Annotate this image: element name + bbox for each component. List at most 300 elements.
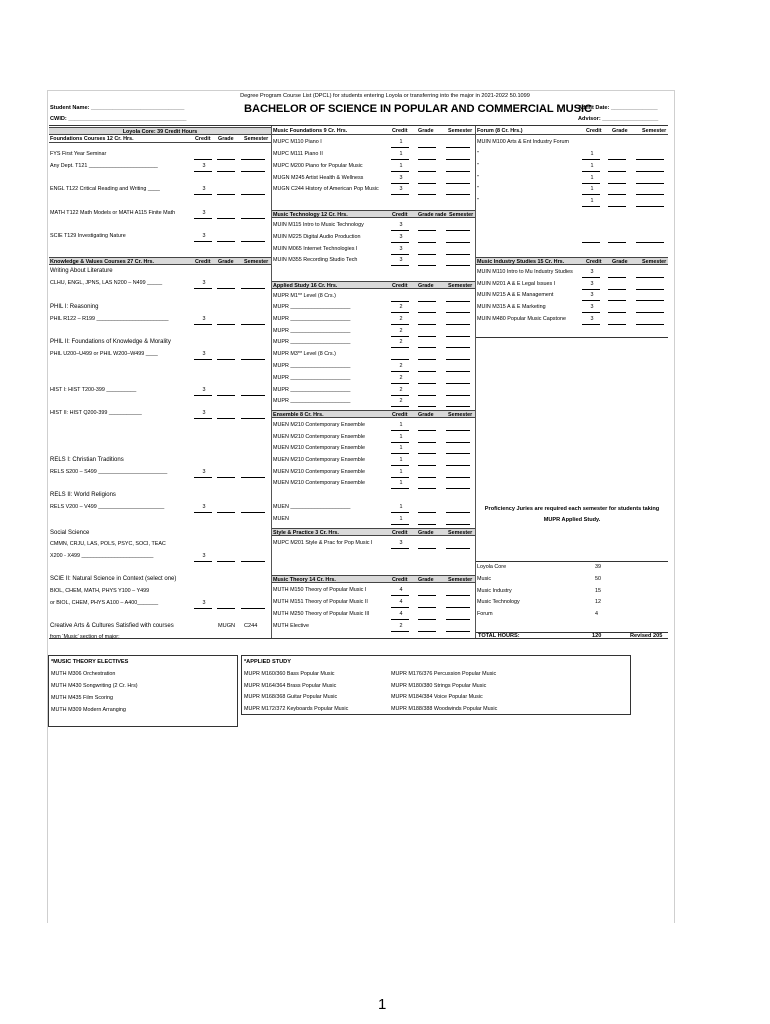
grade-line (217, 288, 235, 289)
course-credit: 3 (202, 410, 206, 416)
credit-line (391, 631, 409, 632)
semester-line (446, 336, 470, 337)
col-semester: Semester (448, 530, 473, 536)
course-text: MUPR M3** Level (8 Crs.) (273, 351, 336, 357)
course-text: MUTH M150 Theory of Popular Music I (273, 587, 367, 593)
summary-label: Music Technology (477, 599, 520, 605)
grade-line (418, 159, 436, 160)
col-grade: Grade (418, 412, 434, 418)
credit-line (391, 477, 409, 478)
theory-electives-box (48, 655, 238, 727)
course-credit: 3 (202, 210, 206, 216)
course-text: MUEN M210 Contemporary Ensemble (273, 445, 365, 451)
credit-line (391, 512, 409, 513)
grade-line (217, 194, 235, 195)
grade-line (418, 183, 436, 184)
elective-item: MUTH M435 Film Scoring (51, 695, 114, 701)
course-text: ENGL T122 Critical Reading and Writing ____ (50, 186, 160, 192)
credit-line (391, 619, 409, 620)
semester-line (446, 183, 470, 184)
course-credit: 3 (202, 553, 206, 559)
style-header-row (272, 528, 475, 536)
semester-line (446, 359, 470, 360)
applied-item: MUPR M180/380 Strings Popular Music (391, 682, 487, 689)
credit-line (391, 548, 409, 549)
credit-line (582, 194, 600, 195)
credit-line (391, 465, 409, 466)
summary-value: 4 (595, 611, 598, 617)
credit-line (194, 608, 212, 609)
credit-line (194, 512, 212, 513)
course-credit: 3 (399, 257, 403, 263)
semester-line (446, 383, 470, 384)
course-text: MUIN M201 A & E Legal Issues I (477, 281, 556, 287)
credit-line (391, 359, 409, 360)
course-text: MUPR ____________________ (273, 328, 351, 334)
page-title: BACHELOR OF SCIENCE IN POPULAR AND COMMERCIAL MUSIC (244, 103, 592, 115)
revised-label: Revised 205 (630, 633, 663, 639)
grade-line (608, 324, 626, 325)
semester-line (636, 206, 664, 207)
summary-value: 50 (595, 576, 601, 582)
col-semester: Semester (448, 412, 473, 418)
grade-line (418, 395, 436, 396)
grade-line (217, 171, 235, 172)
semester-line (241, 561, 265, 562)
semester-line (241, 512, 265, 513)
col-credit: Credit (195, 259, 211, 265)
course-text: PHIL R122 – R199 ________________________ (50, 316, 169, 322)
summary-label: Music (477, 576, 492, 582)
forum-extra-line (636, 242, 664, 243)
proficiency-note: Proficiency Juries are required each semester for students taking MUPR Applied Study. (484, 506, 660, 523)
course-credit: 3 (399, 540, 403, 546)
credit-line (391, 312, 409, 313)
course-text: from ‘Music’ section of major: (50, 634, 120, 640)
summary-label: Music Industry (477, 588, 512, 594)
course-credit: 3 (590, 281, 594, 287)
course-text: Writing About Literature (50, 268, 113, 274)
semester-line (446, 453, 470, 454)
col-credit: Credit (586, 128, 602, 134)
semester-line (446, 324, 470, 325)
course-credit: 1 (399, 469, 403, 475)
course-credit: 1 (399, 139, 403, 145)
credit-line (194, 324, 212, 325)
course-text: " (477, 163, 479, 169)
course-text: MATH T122 Math Models or MATH A115 Finite Math (50, 210, 176, 216)
grade-line (418, 147, 436, 148)
course-text: PHIL I: Reasoning (50, 304, 99, 310)
applied-header-row (272, 281, 475, 289)
course-text: MUIN M225 Digital Audio Production (273, 234, 361, 240)
industry-header-row (476, 257, 668, 265)
applied-item: MUPR M168/368 Guitar Popular Music (244, 694, 338, 700)
course-text: MUPC M110 Piano I (273, 139, 322, 145)
course-credit: 1 (399, 457, 403, 463)
elective-item: MUTH M430 Songwriting (2 Cr. Hrs) (51, 683, 138, 689)
grade-line (217, 359, 235, 360)
credit-line (391, 488, 409, 489)
course-text: MUIN M115 Intro to Music Technology (273, 222, 364, 228)
course-credit: 3 (202, 163, 206, 169)
semester-line (446, 301, 470, 302)
semester-line (241, 359, 265, 360)
grade-line (418, 171, 436, 172)
course-credit: 3 (202, 600, 206, 606)
course-credit: 1 (399, 434, 403, 440)
course-credit: 3 (202, 280, 206, 286)
course-credit: 2 (399, 398, 403, 404)
grade-line (418, 230, 436, 231)
grade-line (418, 347, 436, 348)
semester-line (446, 595, 470, 596)
credit-line (194, 288, 212, 289)
col-semester: Semester (642, 128, 667, 134)
total-hours-label: TOTAL HOURS: (478, 633, 520, 639)
total-hours-value: 120 (592, 633, 602, 639)
grade-line (418, 312, 436, 313)
semester-line (636, 159, 664, 160)
grade-line (418, 477, 436, 478)
grade-line (217, 324, 235, 325)
credit-line (391, 242, 409, 243)
col-credit: Credit (392, 412, 408, 418)
mugn-label: MUGN (218, 623, 236, 629)
credit-line (194, 395, 212, 396)
course-text: or BIOL, CHEM, PHYS A100 – A400_______ (50, 600, 159, 606)
course-text: Social Science (50, 530, 90, 536)
grade-line (608, 300, 626, 301)
course-credit: 3 (590, 269, 594, 275)
credit-line (194, 418, 212, 419)
grade-line (418, 371, 436, 372)
course-text: MUIN M110 Intro to Mu Industry Studies (477, 269, 573, 275)
industry-bottom-rule (476, 337, 668, 338)
kv-header-row (49, 257, 271, 265)
credit-line (391, 265, 409, 266)
credit-line (391, 301, 409, 302)
course-credit: 3 (202, 387, 206, 393)
course-credit: 1 (399, 516, 403, 522)
course-credit: 1 (399, 163, 403, 169)
col-credit: Credit (392, 577, 408, 583)
course-text: MUIN M065 Internet Technologies I (273, 246, 358, 252)
course-credit: 3 (399, 175, 403, 181)
semester-line (446, 347, 470, 348)
credit-line (391, 347, 409, 348)
course-text: MUTH M250 Theory of Popular Music III (273, 611, 370, 617)
course-text: MUIN M315 A & E Marketing (477, 304, 546, 310)
grade-line (418, 619, 436, 620)
semester-line (446, 619, 470, 620)
course-text: MUPR ____________________ (273, 363, 351, 369)
summary-value: 15 (595, 588, 601, 594)
elective-item: MUTH M309 Modern Arranging (51, 707, 126, 713)
credit-line (194, 241, 212, 242)
course-credit: 3 (399, 186, 403, 192)
credit-line (582, 300, 600, 301)
grade-line (418, 607, 436, 608)
credit-line (391, 595, 409, 596)
student-name-label: Student Name: ______________________________ (50, 105, 185, 111)
semester-line (241, 395, 265, 396)
course-text: MUPC M201 Style & Prac for Pop Music I (273, 540, 373, 546)
semester-line (446, 477, 470, 478)
credit-line (582, 277, 600, 278)
credit-line (194, 171, 212, 172)
credit-line (391, 194, 409, 195)
course-credit: 1 (590, 198, 594, 204)
course-text: RELS I: Christian Traditions (50, 457, 124, 463)
semester-line (446, 488, 470, 489)
semester-line (241, 194, 265, 195)
course-credit: 1 (590, 163, 594, 169)
course-text: MUEN M210 Contemporary Ensemble (273, 422, 365, 428)
course-credit: 1 (399, 151, 403, 157)
credit-line (391, 171, 409, 172)
grade-line (608, 159, 626, 160)
semester-line (636, 277, 664, 278)
course-credit: 2 (399, 623, 403, 629)
course-text: HIST II: HIST Q200-399 ___________ (50, 410, 142, 416)
semester-line (241, 324, 265, 325)
semester-line (446, 465, 470, 466)
grade-line (608, 312, 626, 313)
course-credit: 1 (590, 175, 594, 181)
course-credit: 1 (399, 445, 403, 451)
credit-line (582, 171, 600, 172)
course-text: MUPC M200 Piano for Popular Music (273, 163, 363, 169)
grade-line (418, 548, 436, 549)
grade-line (608, 194, 626, 195)
course-credit: 3 (202, 469, 206, 475)
credit-line (194, 359, 212, 360)
elective-item: MUTH M306 Orchestration (51, 671, 116, 677)
course-text: MUPR ____________________ (273, 398, 351, 404)
semester-line (636, 171, 664, 172)
grade-line (418, 383, 436, 384)
grade-line (418, 301, 436, 302)
industry-header: Music Industry Studies 15 Cr. Hrs. (477, 259, 565, 265)
course-text: HIST I: HIST T200-399 __________ (50, 387, 137, 393)
credit-line (391, 336, 409, 337)
grade-line (418, 265, 436, 266)
semester-line (446, 524, 470, 525)
course-credit: 3 (202, 504, 206, 510)
grade-line (418, 453, 436, 454)
summary-label: Forum (477, 611, 493, 617)
grade-line (217, 608, 235, 609)
course-text: CMMN, CRJU, LAS, POLS, PSYC, SOCI, TEAC (50, 541, 166, 547)
col-semester: Semester (244, 136, 269, 142)
grade-line (418, 631, 436, 632)
grade-line (608, 206, 626, 207)
course-text: MUPC M111 Piano II (273, 151, 323, 157)
semester-line (446, 395, 470, 396)
grade-line (418, 442, 436, 443)
course-text: SCIE II: Natural Science in Context (select one) (50, 576, 177, 582)
col-grade: Grade (418, 128, 434, 134)
col-grade: Grade (612, 128, 628, 134)
course-text: MUGN C244 History of American Pop Music (273, 186, 379, 192)
grade-line (608, 183, 626, 184)
grade-line (418, 336, 436, 337)
course-credit: 2 (399, 387, 403, 393)
ensemble-header: Ensemble 8 Cr. Hrs. (273, 412, 324, 418)
summary-top-rule (476, 561, 668, 562)
grade-line (418, 242, 436, 243)
forum-extra-line (582, 242, 600, 243)
col-grade: Grade (418, 577, 434, 583)
credit-line (391, 524, 409, 525)
grade-line (418, 595, 436, 596)
course-credit: 2 (399, 375, 403, 381)
semester-line (446, 147, 470, 148)
music-theory-header: Music Theory 14 Cr. Hrs. (273, 577, 336, 583)
applied-item: MUPR M164/364 Brass Popular Music (244, 682, 337, 689)
semester-line (446, 159, 470, 160)
theory-header-row (272, 575, 475, 583)
course-text: MUEN M210 Contemporary Ensemble (273, 434, 365, 440)
admit-date-label: Admit Date: _______________ (578, 105, 658, 111)
semester-line (241, 159, 265, 160)
col-credit: Credit (392, 530, 408, 536)
course-text: MUEN ____________________ (273, 504, 351, 510)
semester-line (636, 289, 664, 290)
grade-line (217, 418, 235, 419)
header-rule (49, 125, 668, 126)
semester-line (241, 418, 265, 419)
course-text: MUPR ____________________ (273, 316, 351, 322)
course-text: X200 - X499 ________________________ (50, 553, 154, 559)
credit-line (391, 324, 409, 325)
credit-line (391, 607, 409, 608)
semester-line (636, 312, 664, 313)
semester-line (446, 442, 470, 443)
semester-line (241, 288, 265, 289)
grade-line (217, 512, 235, 513)
course-text: RELS S200 – S499 _______________________ (50, 469, 168, 475)
course-text: MUIN M100 Arts & Ent Industry Forum (477, 139, 569, 145)
col-semester: Semester (244, 259, 269, 265)
forum-header: Forum (8 Cr. Hrs.) (477, 128, 523, 134)
course-text: PHIL U200–U499 or PHIL W200–W499 ____ (50, 351, 158, 357)
col-semester: Semester (448, 577, 473, 583)
col-grade-rade: Grade rade (418, 212, 447, 218)
col-grade: Grade (218, 136, 234, 142)
course-text: MUEN M210 Contemporary Ensemble (273, 480, 365, 486)
col-grade: Grade (612, 259, 628, 265)
music-foundations-header: Music Foundations 9 Cr. Hrs. (273, 128, 348, 134)
semester-line (446, 230, 470, 231)
course-credit: 1 (590, 151, 594, 157)
grade-line (217, 395, 235, 396)
grade-line (608, 289, 626, 290)
credit-line (391, 183, 409, 184)
course-credit: 4 (399, 587, 403, 593)
credit-line (391, 383, 409, 384)
summary-value: 12 (595, 599, 601, 605)
applied-item: MUPR M160/360 Bass Popular Music (244, 671, 335, 677)
grade-line (608, 171, 626, 172)
credit-line (582, 324, 600, 325)
theory-electives-title: *MUSIC THEORY ELECTIVES (51, 659, 129, 665)
credit-line (391, 230, 409, 231)
semester-line (446, 406, 470, 407)
course-text: MUIN M355 Recording Studio Tech (273, 257, 358, 263)
credit-line (194, 194, 212, 195)
grade-line (418, 324, 436, 325)
advisor-label: Advisor: __________________ (578, 116, 659, 122)
applied-item: MUPR M184/384 Voice Popular Music (391, 694, 483, 700)
grade-line (418, 359, 436, 360)
col-credit: Credit (392, 128, 408, 134)
grade-line (217, 477, 235, 478)
course-text: CLHU, ENGL, JPNS, LAS N200 – N499 _____ (50, 280, 163, 286)
course-text: PHIL II: Foundations of Knowledge & Morality (50, 339, 171, 345)
forum-extra-line (608, 242, 626, 243)
applied-study-title: *APPLIED STUDY (244, 659, 291, 665)
course-text: RELS V200 – V499 ______________________ (50, 504, 165, 510)
course-text: MUTH M151 Theory of Popular Music II (273, 599, 368, 605)
credit-line (391, 406, 409, 407)
credit-line (194, 159, 212, 160)
col-credit: Credit (586, 259, 602, 265)
col-grade: Grade (218, 259, 234, 265)
course-text: FYS First Year Seminar (50, 151, 107, 157)
credit-line (391, 147, 409, 148)
course-text: MUGN M245 Artist Health & Wellness (273, 175, 364, 181)
cwid-label: CWID: ______________________________________ (50, 116, 187, 122)
semester-line (241, 218, 265, 219)
credit-line (582, 312, 600, 313)
grade-line (418, 194, 436, 195)
credit-line (391, 453, 409, 454)
semester-line (636, 324, 664, 325)
ensemble-header-row (272, 410, 475, 418)
credit-line (194, 561, 212, 562)
grade-line (418, 465, 436, 466)
semester-line (446, 512, 470, 513)
credit-line (391, 395, 409, 396)
semester-line (636, 300, 664, 301)
foundations-header-row (49, 135, 271, 143)
col-semester: Semester (448, 128, 473, 134)
course-text: MUPR ____________________ (273, 387, 351, 393)
course-credit: 3 (202, 233, 206, 239)
mf-header-row (272, 127, 475, 135)
music-tech-header: Music Technology 12 Cr. Hrs. (273, 212, 348, 218)
semester-line (446, 548, 470, 549)
course-credit: 4 (399, 599, 403, 605)
style-practice-header: Style & Practice 3 Cr. Hrs. (273, 530, 339, 536)
semester-line (241, 171, 265, 172)
column-divider-left (271, 126, 272, 638)
course-credit: 3 (202, 316, 206, 322)
semester-line (241, 477, 265, 478)
c244-label: C244 (244, 623, 258, 629)
applied-item: MUPR M172/372 Keyboards Popular Music (244, 705, 349, 712)
course-text: BIOL, CHEM, MATH, PHYS Y100 – Y499 (50, 588, 150, 594)
summary-label: Loyola Core (477, 564, 507, 570)
course-text: MUIN M215 A & E Management (477, 292, 554, 298)
grade-line (418, 430, 436, 431)
course-text: MUPR ____________________ (273, 375, 351, 381)
credit-line (391, 254, 409, 255)
course-text: SCIE T129 Investigating Nature (50, 233, 126, 239)
course-text: MUPR M1** Level (8 Crs.) (273, 293, 336, 299)
